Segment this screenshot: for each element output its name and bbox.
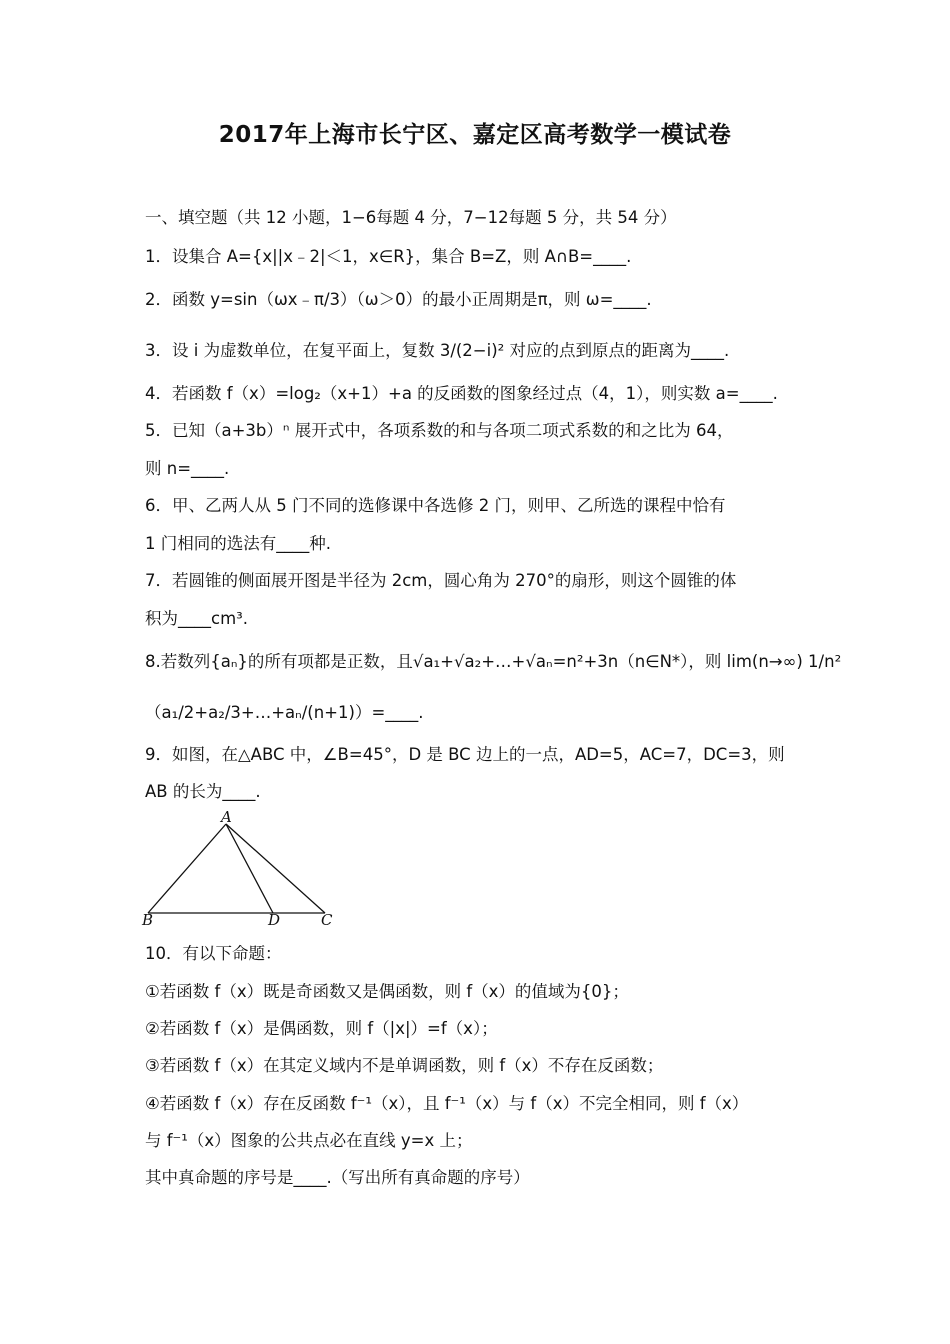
- segment-ac: [226, 824, 325, 913]
- triangle-diagram: [140, 808, 340, 926]
- q10-item-4-line2: 与 f⁻¹（x）图象的公共点必在直线 y=x 上；: [145, 1131, 473, 1150]
- page-title: 2017年上海市长宁区、嘉定区高考数学一模试卷: [218, 122, 732, 148]
- point-label-d: D: [268, 911, 281, 926]
- q10-text: 10．有以下命题：: [145, 944, 282, 963]
- point-label-c: C: [321, 911, 333, 926]
- segment-ad: [226, 824, 273, 913]
- q9-text-line2: AB 的长为____.: [145, 782, 261, 801]
- segment-ab: [148, 824, 226, 913]
- q8-text-line2: （a₁/2+a₂/3+…+aₙ/(n+1)）=____.: [145, 703, 424, 722]
- q10-item-1: ①若函数 f（x）既是奇函数又是偶函数，则 f（x）的值域为{0}；: [145, 982, 629, 1001]
- point-label-a: A: [221, 808, 232, 826]
- q2-text: 2．函数 y=sin（ωx﹣π/3）（ω＞0）的最小正周期是π，则 ω=____.: [145, 290, 652, 309]
- q1-text: 1．设集合 A={x||x﹣2|＜1，x∈R}，集合 B=Z，则 A∩B=____.: [145, 247, 632, 266]
- q9-text-line1: 9．如图，在△ABC 中，∠B=45°，D 是 BC 边上的一点，AD=5，AC=7，DC=3，则: [145, 745, 785, 764]
- point-label-b: B: [142, 911, 154, 926]
- section-heading: 一、填空题（共 12 小题，1−6每题 4 分，7−12每题 5 分，共 54 分）: [145, 208, 677, 227]
- q10-item-3: ③若函数 f（x）在其定义域内不是单调函数，则 f（x）不存在反函数；: [145, 1056, 664, 1075]
- q10-item-2: ②若函数 f（x）是偶函数，则 f（|x|）=f（x）；: [145, 1019, 498, 1038]
- q10-question: 其中真命题的序号是____.（写出所有真命题的序号）: [145, 1168, 530, 1187]
- q5-text-line2: 则 n=____.: [145, 459, 230, 478]
- q5-text-line1: 5．已知（a+3b）ⁿ 展开式中，各项系数的和与各项二项式系数的和之比为 64，: [145, 421, 734, 440]
- q8-text-line1: 8.若数列{aₙ}的所有项都是正数，且√a₁+√a₂+…+√aₙ=n²+3n（n∈N*），则 lim(n→∞) 1/n²: [145, 652, 842, 671]
- q10-item-4-line1: ④若函数 f（x）存在反函数 f⁻¹（x），且 f⁻¹（x）与 f（x）不完全相同，则 f（x）: [145, 1094, 749, 1113]
- q4-text: 4．若函数 f（x）=log₂（x+1）+a 的反函数的图象经过点（4，1），则实数 a=____.: [145, 384, 778, 403]
- q7-text-line1: 7．若圆锥的侧面展开图是半径为 2cm，圆心角为 270°的扇形，则这个圆锥的体: [145, 571, 737, 590]
- triangle-figure: [140, 808, 340, 926]
- q6-text-line1: 6．甲、乙两人从 5 门不同的选修课中各选修 2 门，则甲、乙所选的课程中恰有: [145, 496, 726, 515]
- q7-text-line2: 积为____cm³.: [145, 609, 249, 628]
- q3-text: 3．设 i 为虚数单位，在复平面上，复数 3/(2−i)² 对应的点到原点的距离为____.: [145, 341, 730, 360]
- q6-text-line2: 1 门相同的选法有____种.: [145, 534, 331, 553]
